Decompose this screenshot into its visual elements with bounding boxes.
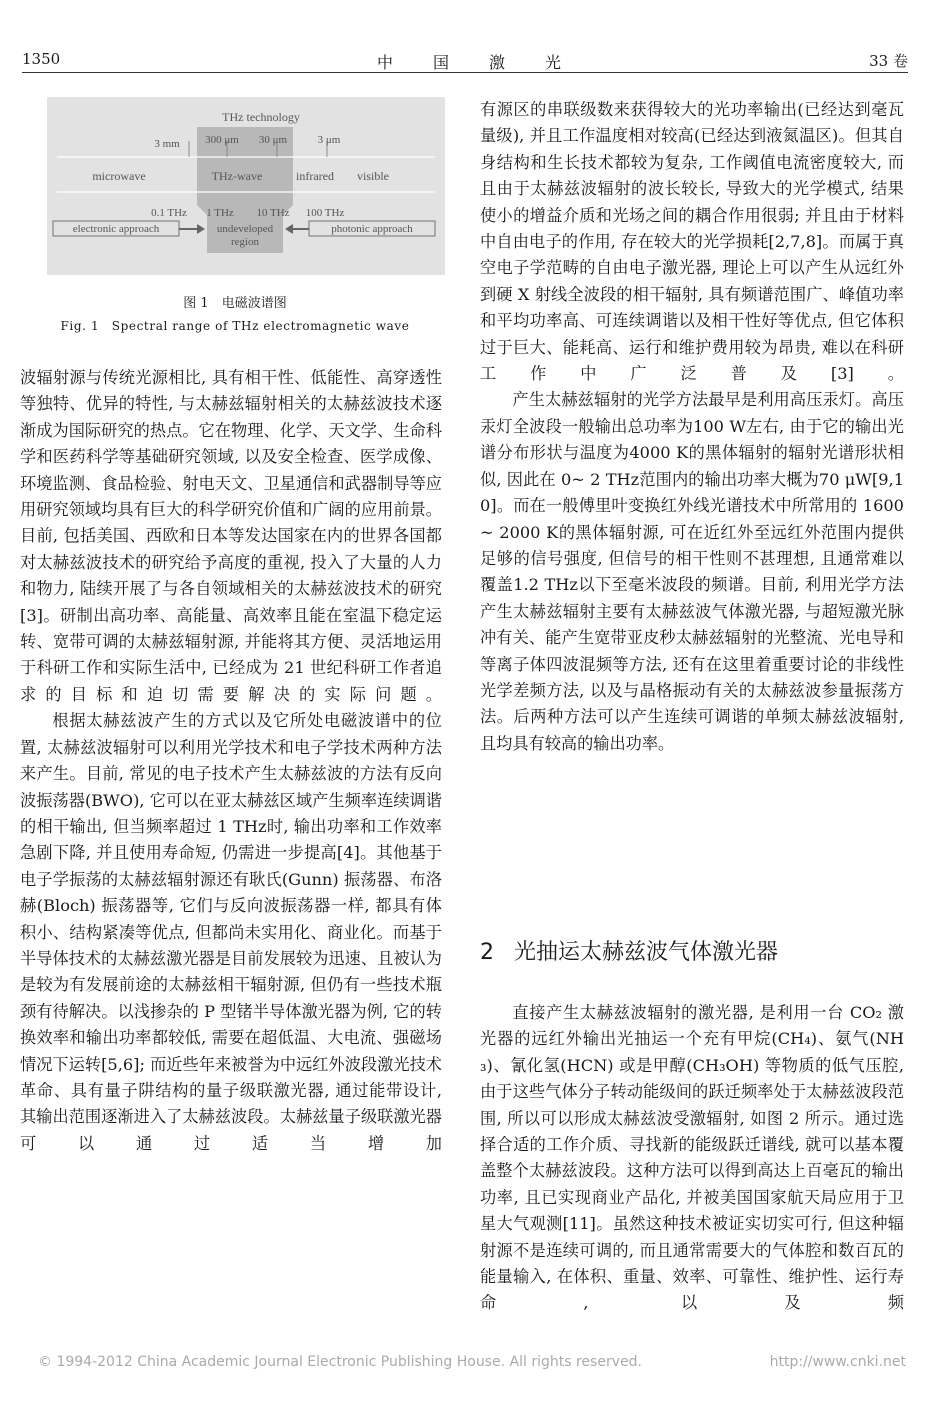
- undeveloped-label: undeveloped: [216, 223, 274, 235]
- paragraph: 直接产生太赫兹波辐射的激光器, 是利用一台 CO₂ 激光器的远红外输出光抽运一个充有甲烷(CH₄)、氨气(NH₃)、氰化氢(HCN) 或是甲醇(CH₃OH) 等物质的低气压腔, 由于这些气体分子转动能级间的跃迁频率处于太赫兹波段范围, 所以可以形成太赫兹波受激辐射, 如图 2 所示。通过选择合适的工作介质、寻找新的能级跃迁谱线, 就可以基本覆盖整个太赫兹波段。这种方法可以得到高达上百毫瓦的输出功率, 且已实现商业产品化, 并被美国国家航天局应用于卫星大气观测[11]。虽然这种技术被证实切实可行, 但这种辐射源不是连续可调的, 而且通常需要大的气体腔和数百瓦的能量输入, 在体积、重量、效率、可靠性、维护性、运行寿命, 以及频: [480, 1003, 904, 1313]
- paragraph: 有源区的串联级数来获得较大的光功率输出(已经达到毫瓦量级), 并且工作温度相对较高(已经达到液氮温区)。但其自身结构和生长技术都较为复杂, 工作阈值电流密度较大, 而且由于太赫兹波辐射的波长较长, 导致大的光学模式, 结果使小的增益介质和光场之间的耦合作用很弱; 并且由于材料中自由电子的作用, 存在较大的光学损耗[2,7,8]。而属于真空电子学范畴的自由电子激光器, 理论上可以产生从远红外到硬 X 射线全波段的相干辐射, 具有频谱范围广、峰值功率和平均功率高、可连续调谐以及相干性好等优点, 但它体积过于巨大、能耗高、运行和维护费用较为昂贵, 难以在科研工作中广泛普及[3]。: [480, 100, 904, 384]
- frequency-label: 1 THz: [206, 207, 234, 219]
- figure-caption-cn: 图 1 电磁波谱图: [183, 296, 287, 311]
- band-label: microwave: [92, 169, 146, 183]
- volume-number: 33 卷: [869, 52, 908, 70]
- frequency-label: 0.1 THz: [151, 207, 187, 219]
- wavelength-label: 3 μm: [317, 134, 341, 146]
- figure-caption-en: Fig. 1 Spectral range of THz electromagnetic wave: [60, 319, 410, 333]
- footer-url[interactable]: http://www.cnki.net: [769, 1354, 906, 1370]
- spectrum-figure: [47, 97, 445, 275]
- page-number: 1350: [22, 50, 61, 68]
- journal-name: 中国激光: [377, 53, 602, 72]
- spectrum-diagram: [47, 97, 445, 275]
- frequency-label: 10 THz: [256, 207, 290, 219]
- right-column-bottom: [480, 1000, 904, 1317]
- wavelength-label: 300 μm: [205, 134, 239, 146]
- wavelength-label: 30 μm: [258, 134, 288, 146]
- frequency-label: 100 THz: [305, 207, 345, 219]
- photonic-approach-label: photonic approach: [331, 223, 413, 235]
- left-column: [20, 365, 442, 1157]
- photonic-arrow-icon: [285, 224, 309, 234]
- paragraph: 产生太赫兹辐射的光学方法最早是利用高压汞灯。高压汞灯全波段一般输出总功率为100 W左右, 由于它的输出光谱分布形状与温度为4000 K的黑体辐射的辐射光谱形状相似, 因此在 0~ 2 THz范围内的输出功率大概为70 μW[9,10]。而在一般傅里叶变换红外线光谱技术中所常用的 1600~ 2000 K的黑体辐射源, 可在近红外至远红外范围内提供足够的信号强度, 但信号的相干性则不甚理想, 且通常难以覆盖1.2 THz以下至毫米波段的频谱。目前, 利用光学方法产生太赫兹辐射主要有太赫兹波气体激光器, 与超短激光脉冲有关、能产生宽带亚皮秒太赫兹辐射的光整流、光电导和等离子体四波混频等方法, 还有在这里着重要讨论的非线性光学差频方法, 以及与晶格振动有关的太赫兹波参量振荡方法。后两种方法可以产生连续可调谐的单频太赫兹波辐射, 且均具有较高的输出功率。: [480, 390, 904, 753]
- paragraph: 根据太赫兹波产生的方式以及它所处电磁波谱中的位置, 太赫兹波辐射可以利用光学技术和电子学技术两种方法来产生。目前, 常见的电子技术产生太赫兹波的方法有反向波振荡器(BWO), 它可以在亚太赫兹区域产生频率连续调谐的相干输出, 但当频率超过 1 THz时, 输出功率和工作效率急剧下降, 并且使用寿命短, 仍需进一步提高[4]。其他基于电子学振荡的太赫兹辐射源还有耿氏(Gunn) 振荡器、布洛赫(Bloch) 振荡器等, 它们与反向波振荡器一样, 都具有体积小、结构紧凑等优点, 但都尚未实用化、商业化。而基于半导体技术的太赫兹激光器是目前发展较为迅速、且被认为是较为有发展前途的太赫兹相干辐射源, 但仍有一些技术瓶颈有待解决。以浅掺杂的 P 型锗半导体激光器为例, 它的转换效率和输出功率都较低, 需要在超低温、大电流、强磁场情况下运转[5,6]; 而近些年来被誉为中远红外波段激光技术革命、具有量子阱结构的量子级联激光器, 通过能带设计, 其输出范围逐渐进入了太赫兹波段。太赫兹量子级联激光器可以通过适当增加: [20, 711, 442, 1153]
- electronic-arrow-icon: [179, 224, 205, 234]
- paragraph: 波辐射源与传统光源相比, 具有相干性、低能性、高穿透性等独特、优异的特性, 与太赫兹辐射相关的太赫兹波技术逐渐成为国际研究的热点。它在物理、化学、天文学、生命科学和医药科学等基础研究领域, 以及安全检查、医学成像、环境监测、食品检验、射电天文、卫星通信和武器制导等应用研究领域均具有巨大的科学研究价值和广阔的应用前景。目前, 包括美国、西欧和日本等发达国家在内的世界各国都对太赫兹波技术的研究给予高度的重视, 投入了大量的人力和物力, 陆续开展了与各自领域相关的太赫兹波技术的研究[3]。研制出高功率、高能量、高效率且能在室温下稳定运转、宽带可调的太赫兹辐射源, 并能将其方便、灵活地运用于科研工作和实际生活中, 已经成为 21 世纪科研工作者追求的目标和迫切需要解决的实际问题。: [20, 368, 442, 704]
- section-title: 光抽运太赫兹波气体激光器: [514, 940, 779, 965]
- electronic-approach-label: electronic approach: [72, 223, 160, 235]
- section-number: 2: [480, 940, 494, 965]
- figure-title: THz technology: [222, 110, 300, 124]
- wavelength-label: 3 mm: [154, 138, 180, 150]
- copyright-text: © 1994-2012 China Academic Journal Electronic Publishing House. All rights reserved.: [38, 1354, 642, 1370]
- band-label: visible: [357, 169, 389, 183]
- right-column-top: [480, 97, 904, 757]
- band-label: infrared: [296, 169, 334, 183]
- band-label: THz-wave: [211, 169, 263, 183]
- region-label: region: [230, 236, 260, 248]
- running-header: [22, 50, 908, 73]
- section-heading: [480, 938, 904, 968]
- copyright-footer: [38, 1354, 918, 1370]
